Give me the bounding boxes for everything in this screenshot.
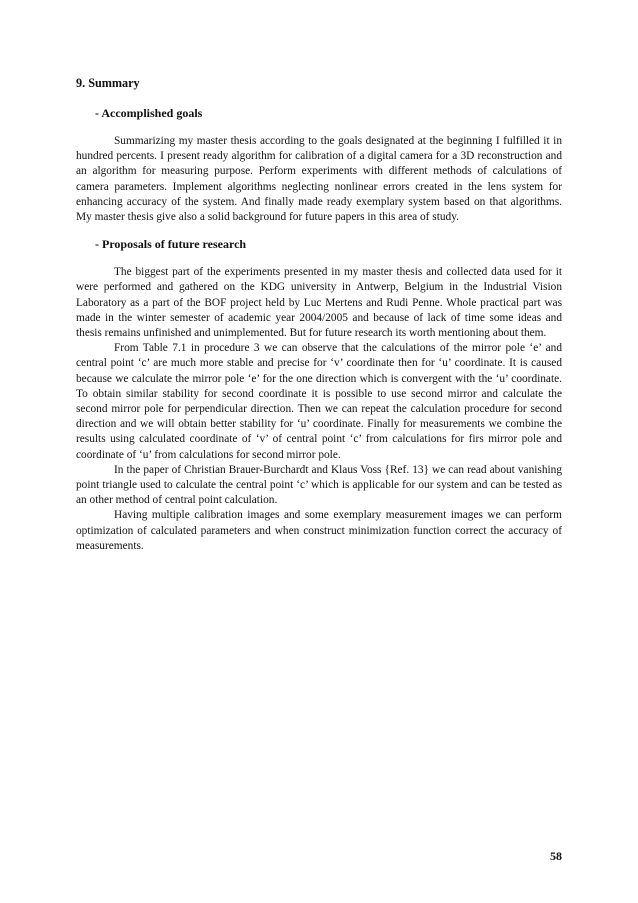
section-heading: 9. Summary (76, 76, 140, 90)
future-research-body (76, 265, 562, 554)
future-research-heading: - Proposals of future research (95, 237, 247, 252)
accomplished-goals-heading: - Accomplished goals (95, 106, 203, 120)
paragraph: In the paper of Christian Brauer-Burchardt and Klaus Voss {Ref. 13} we can read about vanishing point triangle used to calculate the central point ‘c’ which is applicable for our system and can be tested as an other method of central point calculation. (76, 463, 562, 507)
paragraph: From Table 7.1 in procedure 3 we can observe that the calculations of the mirror pole ‘e’ and central point ‘c’ are much more stable and precise for ‘v’ coordinate then for ‘u’ coordinate. It is caused because we calculate the mirror pole ‘e’ for the one direction which is convergent with the ‘u’ coordinate. To obtain similar stability for second coordinate it is possible to use second mirror and calculate the second mirror pole for perpendicular direction. Then we can repeat the calculation procedure for second direction and we will obtain better stability for ‘u’ coordinate. Finally for measurements we combine the results using calculated coordinate of ‘v’ of central point ‘c’ from calculations for firs mirror pole and coordinate of ‘u’ from calculations for second mirror pole. (76, 342, 562, 461)
paragraph: The biggest part of the experiments presented in my master thesis and collected data used for it were performed and gathered on the KDG university in Antwerp, Belgium in the Industrial Vision Laboratory as a part of the BOF project held by Luc Mertens and Rudi Penne. Whole practical part was made in the winter semester of academic year 2004/2005 and because of lack of time some ideas and thesis remains unfinished and unimplemented. But for future research its worth mentioning about them. (76, 266, 562, 340)
accomplished-goals-body (76, 134, 562, 225)
paragraph: Having multiple calibration images and some exemplary measurement images we can perform optimization of calculated parameters and when construct minimization function correct the accuracy of measurements. (76, 509, 562, 552)
page-number: 58 (550, 849, 562, 863)
paragraph: Summarizing my master thesis according to the goals designated at the beginning I fulfilled it in hundred percents. I present ready algorithm for calibration of a digital camera for a 3D reconstruction and an algorithm for measuring purpose. Perform experiments with different methods of calculations of camera parameters. Implement algorithms neglecting nonlinear errors created in the lens system for enhancing accuracy of the system. And finally made ready exemplary system based on that algorithms. My master thesis give also a solid background for future papers in this area of study. (76, 135, 562, 224)
